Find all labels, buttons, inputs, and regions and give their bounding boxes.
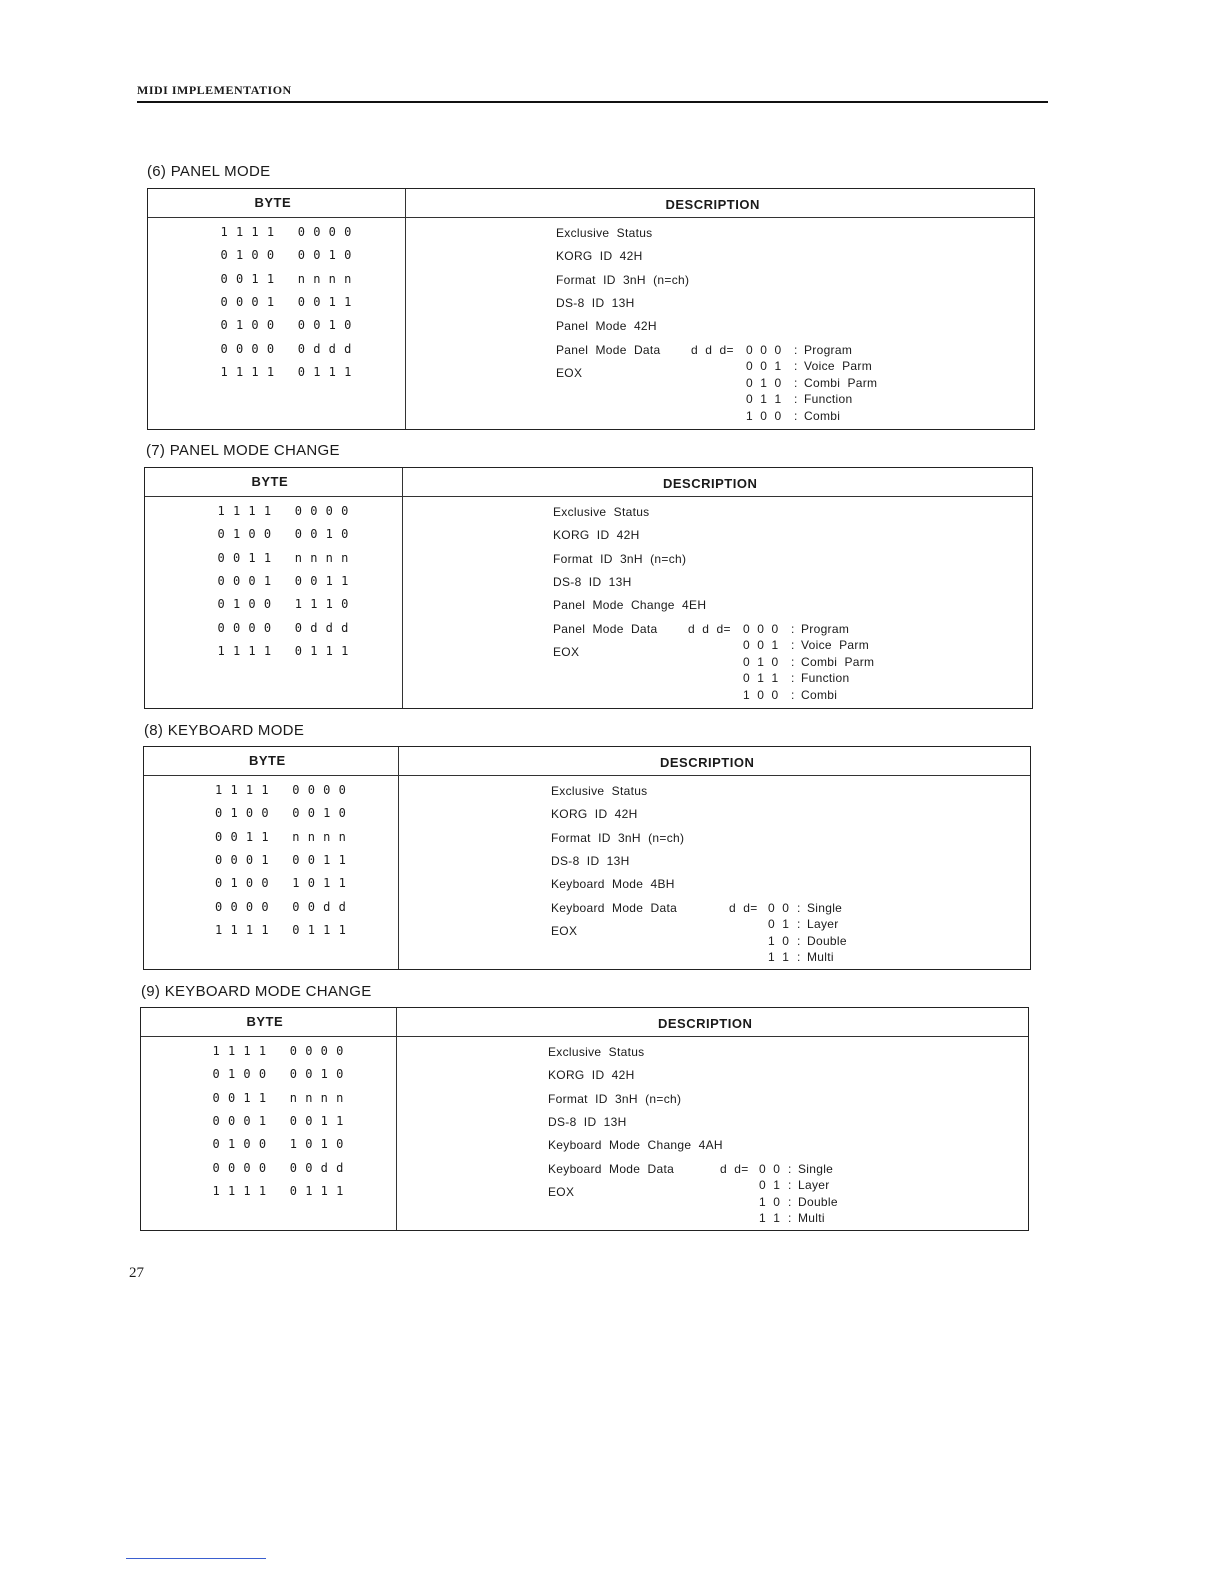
option-code: 0 0 0 xyxy=(746,342,782,357)
byte-value: 0 1 0 0 1 0 1 0 xyxy=(212,1137,344,1152)
header-divider xyxy=(144,775,1030,776)
byte-value: 0 0 0 1 0 0 1 1 xyxy=(220,294,352,309)
option-code: 0 1 0 xyxy=(746,375,782,390)
description-text: DS-8 ID 13H xyxy=(553,574,632,589)
option-colon: : xyxy=(794,375,798,390)
option-code: 1 0 xyxy=(768,933,790,948)
description-text: EOX xyxy=(553,644,580,659)
byte-value: 0 0 1 1 n n n n xyxy=(217,550,349,565)
option-label: Function xyxy=(804,392,853,407)
description-text: KORG ID 42H xyxy=(551,807,638,822)
option-colon: : xyxy=(794,342,798,357)
option-code: 0 1 xyxy=(759,1178,781,1193)
option-colon: : xyxy=(791,621,795,636)
description-text: DS-8 ID 13H xyxy=(556,295,635,310)
description-text: Keyboard Mode Change 4AH xyxy=(548,1138,723,1153)
description-text: Exclusive Status xyxy=(553,505,650,519)
option-colon: : xyxy=(791,638,795,653)
byte-column-header: BYTE xyxy=(251,474,289,489)
option-label: Single xyxy=(807,900,843,915)
description-text: EOX xyxy=(548,1184,575,1199)
byte-value: 0 1 0 0 0 0 1 0 xyxy=(215,806,347,821)
column-divider xyxy=(398,747,399,969)
option-code: 0 1 0 xyxy=(743,654,779,669)
byte-value: 1 1 1 1 0 0 0 0 xyxy=(212,1044,344,1058)
option-colon: : xyxy=(791,654,795,669)
description-text: Exclusive Status xyxy=(551,784,648,798)
header-divider xyxy=(145,496,1032,497)
option-code: 0 1 xyxy=(768,917,790,932)
option-label: Program xyxy=(801,621,850,636)
data-bits-prefix: d d d= xyxy=(688,621,735,636)
description-text: Panel Mode 42H xyxy=(556,319,657,334)
option-label: Combi xyxy=(804,408,841,423)
description-text: Exclusive Status xyxy=(548,1045,645,1059)
description-column-header: DESCRIPTION xyxy=(660,755,755,770)
option-label: Function xyxy=(801,671,850,686)
option-label: Multi xyxy=(798,1211,825,1226)
byte-value: 0 0 1 1 n n n n xyxy=(215,829,347,844)
option-label: Multi xyxy=(807,950,834,965)
option-colon: : xyxy=(788,1161,792,1176)
midi-table xyxy=(147,188,1035,430)
data-bits-prefix: d d= xyxy=(729,900,762,915)
description-text: DS-8 ID 13H xyxy=(551,853,630,868)
description-text: Panel Mode Change 4EH xyxy=(553,598,707,613)
option-label: Combi Parm xyxy=(804,375,878,390)
option-label: Combi Parm xyxy=(801,654,875,669)
byte-value: 1 1 1 1 0 1 1 1 xyxy=(217,643,349,658)
option-label: Program xyxy=(804,342,853,357)
option-code: 1 1 xyxy=(759,1211,781,1226)
description-text: Format ID 3nH (n=ch) xyxy=(551,830,685,845)
data-bits-prefix: d d= xyxy=(720,1161,753,1176)
section-title: (9) KEYBOARD MODE CHANGE xyxy=(141,983,372,1000)
option-colon: : xyxy=(788,1194,792,1209)
description-text: DS-8 ID 13H xyxy=(548,1114,627,1129)
byte-value: 0 0 0 1 0 0 1 1 xyxy=(212,1113,344,1128)
page-header: MIDI IMPLEMENTATION xyxy=(137,83,292,97)
option-label: Voice Parm xyxy=(804,359,872,374)
option-code: 0 0 xyxy=(768,900,790,915)
description-column-header: DESCRIPTION xyxy=(665,197,760,212)
byte-column-header: BYTE xyxy=(249,753,286,768)
description-text: EOX xyxy=(556,365,583,380)
option-code: 0 1 1 xyxy=(746,392,782,407)
byte-value: 0 0 0 1 0 0 1 1 xyxy=(215,852,347,867)
midi-table xyxy=(140,1007,1029,1231)
option-code: 0 0 0 xyxy=(743,621,779,636)
byte-value: 1 1 1 1 0 0 0 0 xyxy=(215,783,347,797)
description-text: Exclusive Status xyxy=(556,226,653,240)
option-label: Voice Parm xyxy=(801,638,869,653)
option-colon: : xyxy=(791,687,795,702)
description-column-header: DESCRIPTION xyxy=(658,1016,753,1031)
option-code: 0 1 1 xyxy=(743,671,779,686)
section-title: (7) PANEL MODE CHANGE xyxy=(146,442,340,459)
byte-value: 1 1 1 1 0 1 1 1 xyxy=(215,922,347,937)
byte-value: 1 1 1 1 0 0 0 0 xyxy=(217,504,349,518)
option-colon: : xyxy=(797,900,801,915)
byte-value: 0 0 0 0 0 d d d xyxy=(220,341,352,356)
byte-value: 0 1 0 0 0 0 1 0 xyxy=(217,527,349,542)
column-divider xyxy=(402,468,403,708)
option-colon: : xyxy=(797,933,801,948)
byte-value: 0 0 0 0 0 0 d d xyxy=(215,899,347,914)
column-divider xyxy=(396,1008,397,1230)
midi-table xyxy=(144,467,1033,709)
description-text: Format ID 3nH (n=ch) xyxy=(553,551,687,566)
section-title: (8) KEYBOARD MODE xyxy=(144,722,305,739)
description-text: Panel Mode Data xyxy=(553,621,658,636)
description-text: Keyboard Mode 4BH xyxy=(551,877,675,892)
byte-value: 0 1 0 0 0 0 1 0 xyxy=(220,248,352,263)
option-colon: : xyxy=(788,1211,792,1226)
byte-value: 0 1 0 0 1 0 1 1 xyxy=(215,876,347,891)
description-text: Format ID 3nH (n=ch) xyxy=(548,1091,682,1106)
byte-value: 0 0 0 1 0 0 1 1 xyxy=(217,573,349,588)
option-colon: : xyxy=(797,917,801,932)
option-label: Layer xyxy=(807,917,839,932)
description-text: KORG ID 42H xyxy=(556,249,643,264)
byte-value: 0 1 0 0 1 1 1 0 xyxy=(217,597,349,612)
header-rule xyxy=(137,101,1048,103)
option-label: Single xyxy=(798,1161,834,1176)
byte-value: 0 0 1 1 n n n n xyxy=(220,271,352,286)
option-colon: : xyxy=(791,671,795,686)
description-text: Format ID 3nH (n=ch) xyxy=(556,272,690,287)
byte-column-header: BYTE xyxy=(254,195,292,210)
option-code: 1 0 0 xyxy=(746,408,782,423)
description-text: Panel Mode Data xyxy=(556,342,661,357)
option-code: 1 0 xyxy=(759,1194,781,1209)
data-bits-prefix: d d d= xyxy=(691,342,738,357)
description-text: KORG ID 42H xyxy=(548,1068,635,1083)
byte-value: 0 0 1 1 n n n n xyxy=(212,1090,344,1105)
option-code: 1 1 xyxy=(768,950,790,965)
page-number: 27 xyxy=(129,1265,144,1281)
section-title: (6) PANEL MODE xyxy=(147,163,271,180)
option-code: 0 0 1 xyxy=(743,638,779,653)
description-text: EOX xyxy=(551,923,578,938)
header-divider xyxy=(148,217,1034,218)
option-colon: : xyxy=(788,1178,792,1193)
description-text: KORG ID 42H xyxy=(553,528,640,543)
byte-value: 1 1 1 1 0 0 0 0 xyxy=(220,225,352,239)
option-colon: : xyxy=(794,359,798,374)
column-divider xyxy=(405,189,406,429)
option-label: Combi xyxy=(801,687,838,702)
option-label: Double xyxy=(798,1194,838,1209)
option-code: 1 0 0 xyxy=(743,687,779,702)
header-divider xyxy=(141,1036,1028,1037)
byte-value: 0 0 0 0 0 d d d xyxy=(217,620,349,635)
description-text: Keyboard Mode Data xyxy=(548,1161,675,1176)
option-colon: : xyxy=(794,392,798,407)
byte-value: 0 1 0 0 0 0 1 0 xyxy=(212,1067,344,1082)
byte-value: 0 1 0 0 0 0 1 0 xyxy=(220,318,352,333)
byte-value: 1 1 1 1 0 1 1 1 xyxy=(220,364,352,379)
option-code: 0 0 1 xyxy=(746,359,782,374)
description-text: Keyboard Mode Data xyxy=(551,900,678,915)
byte-column-header: BYTE xyxy=(246,1014,284,1029)
description-column-header: DESCRIPTION xyxy=(663,476,758,491)
midi-table xyxy=(143,746,1031,970)
option-colon: : xyxy=(797,950,801,965)
footer-line xyxy=(126,1558,266,1559)
option-label: Layer xyxy=(798,1178,830,1193)
option-label: Double xyxy=(807,933,847,948)
byte-value: 1 1 1 1 0 1 1 1 xyxy=(212,1183,344,1198)
option-code: 0 0 xyxy=(759,1161,781,1176)
byte-value: 0 0 0 0 0 0 d d xyxy=(212,1160,344,1175)
option-colon: : xyxy=(794,408,798,423)
